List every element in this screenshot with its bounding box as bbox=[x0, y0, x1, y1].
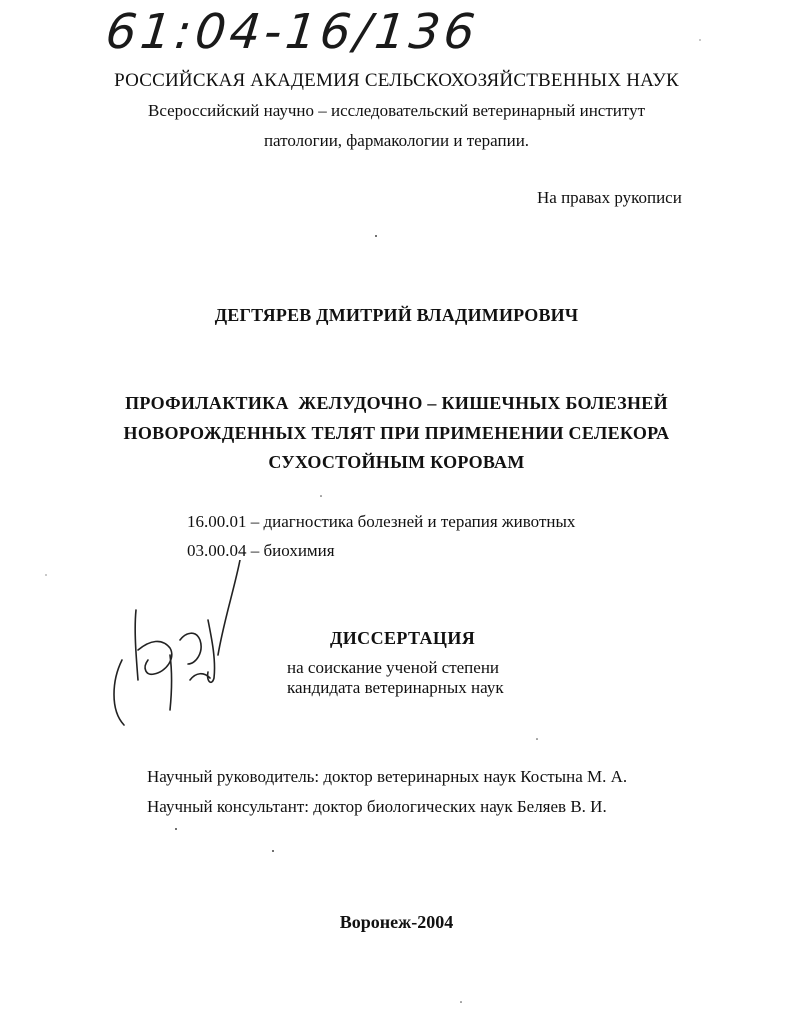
thesis-title-line2: НОВОРОЖДЕННЫХ ТЕЛЯТ ПРИ ПРИМЕНЕНИИ СЕЛЕКОРА bbox=[123, 423, 670, 443]
degree-line2: кандидата ветеринарных наук bbox=[287, 678, 504, 697]
author-name: ДЕГТЯРЕВ ДМИТРИЙ ВЛАДИМИРОВИЧ bbox=[214, 305, 579, 325]
handwritten-signature bbox=[100, 560, 260, 730]
institute-name-line1: Всероссийский научно – исследовательский ветеринарный институт bbox=[148, 101, 645, 120]
thesis-title-line1: ПРОФИЛАКТИКА ЖЕЛУДОЧНО – КИШЕЧНЫХ БОЛЕЗНЕЙ bbox=[125, 393, 668, 413]
specialty-code-2: 03.00.04 – биохимия bbox=[187, 541, 335, 560]
document-type-heading: ДИССЕРТАЦИЯ bbox=[330, 628, 476, 648]
scientific-consultant: Научный консультант: доктор биологических наук Беляев В. И. bbox=[147, 797, 607, 816]
city-and-year: Воронеж-2004 bbox=[339, 912, 454, 932]
thesis-title-line3: СУХОСТОЙНЫМ КОРОВАМ bbox=[268, 452, 525, 472]
specialty-code-1: 16.00.01 – диагностика болезней и терапия животных bbox=[187, 512, 576, 531]
institute-name-line2: патологии, фармакологии и терапии. bbox=[263, 131, 530, 150]
degree-line1: на соискание ученой степени bbox=[287, 658, 500, 677]
academy-name: РОССИЙСКАЯ АКАДЕМИЯ СЕЛЬСКОХОЗЯЙСТВЕННЫХ НАУК bbox=[114, 70, 679, 91]
handwritten-call-number: 61:04-16/136 bbox=[103, 4, 482, 60]
manuscript-rights-note: На правах рукописи bbox=[537, 188, 682, 207]
scientific-supervisor: Научный руководитель: доктор ветеринарных наук Костына М. А. bbox=[147, 767, 628, 786]
